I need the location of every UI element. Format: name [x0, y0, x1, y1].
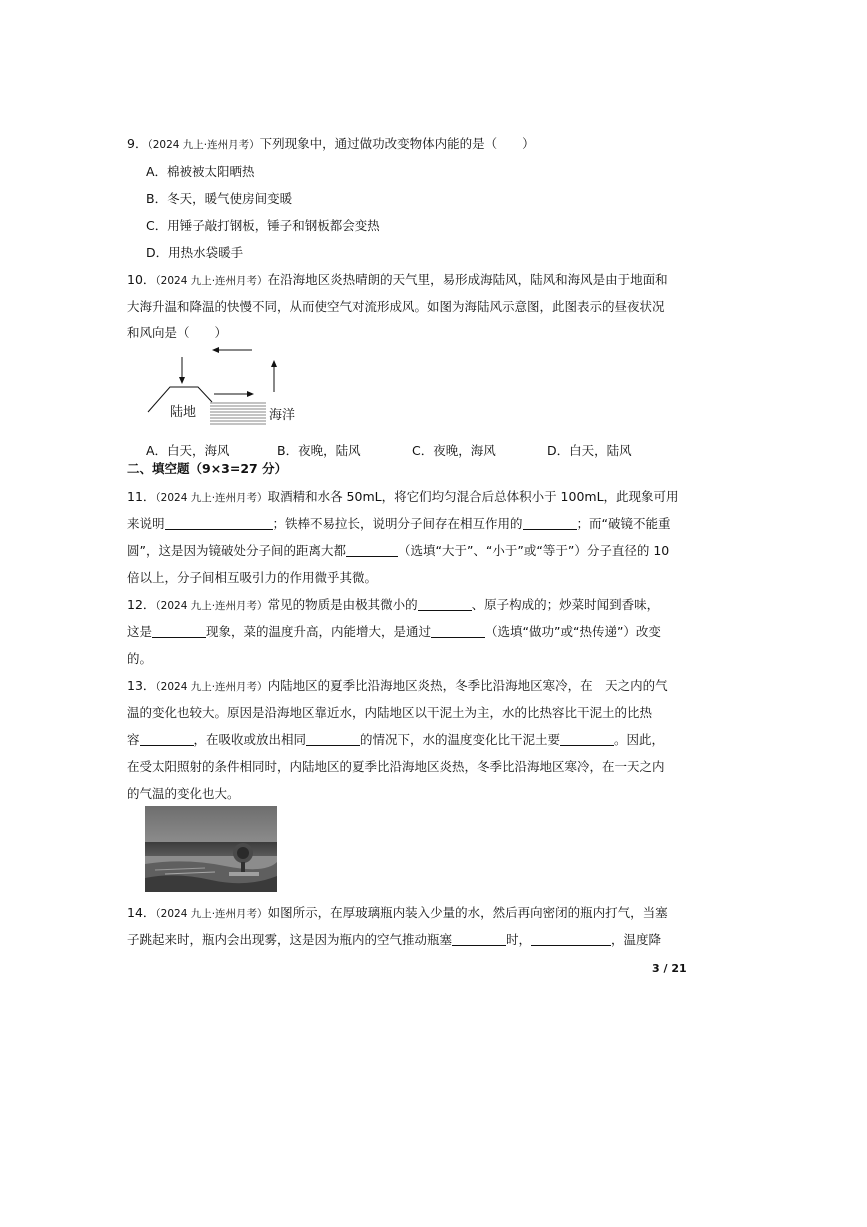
q9-option-a: A．棉被被太阳晒热	[146, 164, 255, 179]
sea-label: 海洋	[269, 408, 296, 423]
q11-source: （2024 九上·连州月考）	[155, 492, 268, 504]
q9-number: 9．	[127, 136, 148, 151]
q11-blank-3[interactable]	[346, 544, 398, 557]
q14-text2b: 时，	[506, 932, 532, 947]
q14-line2	[127, 930, 661, 948]
q11-blank-1[interactable]	[165, 517, 273, 530]
q12-text2c: （选填“做功”或“热传递”）改变	[485, 624, 661, 639]
q12-blank-2[interactable]	[152, 625, 206, 638]
q14-source: （2024 九上·连州月考）	[155, 908, 268, 920]
q14-blank-1[interactable]	[452, 933, 506, 946]
seaside-photo	[145, 806, 277, 892]
q11-blank-2[interactable]	[523, 517, 577, 530]
q12-text1b: 、原子构成的；炒菜时闻到香味，	[471, 597, 660, 612]
q13-text3c: 的情况下，水的温度变化比干泥土要	[360, 732, 561, 747]
q13-line1	[127, 676, 668, 694]
q10-line2: 大海升温和降温的快慢不同，从而使空气对流形成风。如图为海陆风示意图，此图表示的昼夜状况	[127, 299, 665, 314]
q14-line1	[127, 903, 668, 921]
q10-text1: 在沿海地区炎热晴朗的天气里，易形成海陆风，陆风和海风是由于地面和	[267, 272, 668, 287]
q11-text2a: 来说明	[127, 516, 165, 531]
q13-line2: 温的变化也较大。原因是沿海地区靠近水，内陆地区以干泥土为主，水的比热容比干泥土的比热	[127, 705, 653, 720]
q12-number: 12．	[127, 597, 156, 612]
q10-source: （2024 九上·连州月考）	[155, 275, 268, 287]
q11-number: 11．	[127, 489, 156, 504]
q13-blank-2[interactable]	[306, 733, 360, 746]
q13-source: （2024 九上·连州月考）	[155, 681, 268, 693]
q11-text3b: （选填“大于”、“小于”或“等于”）分子直径的 10	[397, 543, 670, 558]
q13-text1: 内陆地区的夏季比沿海地区炎热，冬季比沿海地区寒冷，在 天之内的气	[267, 678, 668, 693]
q9-option-b: B．冬天，暖气使房间变暖	[146, 191, 293, 206]
q11-text1: 取酒精和水各 50mL，将它们均匀混合后总体积小于 100mL，此现象可用	[267, 489, 679, 504]
q13-blank-3[interactable]	[560, 733, 614, 746]
q11-line4: 倍以上，分子间相互吸引力的作用微乎其微。	[127, 570, 378, 585]
down-arrow	[179, 357, 185, 384]
q13-text3d: 。因此，	[614, 732, 665, 747]
q9-source: （2024 九上·连州月考）	[147, 139, 260, 151]
lower-right-arrow	[214, 391, 254, 397]
q11-line1	[127, 487, 679, 505]
q12-text2a: 这是	[127, 624, 153, 639]
q11-text2c: ；而“破镜不能重	[576, 516, 671, 531]
upper-left-arrow	[212, 347, 252, 353]
section-fill-in-title: 二、填空题（9×3=27 分）	[127, 461, 288, 476]
q12-blank-1[interactable]	[418, 598, 472, 611]
sea-land-breeze-diagram	[140, 340, 310, 430]
q9-stem	[127, 134, 535, 152]
q11-line3	[127, 541, 669, 559]
q11-text3a: 圆”，这是因为镜破处分子间的距离大都	[127, 543, 346, 558]
q12-source: （2024 九上·连州月考）	[155, 600, 268, 612]
q13-blank-1[interactable]	[140, 733, 194, 746]
q13-line3	[127, 730, 664, 748]
page-number: 3 / 21	[652, 962, 687, 975]
q12-text1a: 常见的物质是由极其微小的	[267, 597, 418, 612]
q14-blank-2[interactable]	[531, 933, 611, 946]
q10-option-c: C．夜晚，海风	[412, 443, 496, 458]
q11-line2	[127, 514, 671, 532]
land-label: 陆地	[170, 405, 197, 420]
sea-hatching	[210, 403, 266, 424]
q10-option-a: A．白天，海风	[146, 443, 230, 458]
up-arrow	[271, 360, 277, 392]
q14-text2c: ，温度降	[611, 932, 662, 947]
q9-option-d: D．用热水袋暖手	[146, 245, 244, 260]
q13-number: 13．	[127, 678, 156, 693]
q11-text2b: ；铁棒不易拉长，说明分子间存在相互作用的	[272, 516, 523, 531]
q14-text2a: 子跳起来时，瓶内会出现雾，这是因为瓶内的空气推动瓶塞	[127, 932, 453, 947]
q12-blank-3[interactable]	[431, 625, 485, 638]
q12-text2b: 现象，菜的温度升高，内能增大，是通过	[206, 624, 432, 639]
q12-line2	[127, 622, 661, 640]
q14-number: 14．	[127, 905, 156, 920]
q9-option-c: C．用锤子敲打钢板，锤子和钢板都会变热	[146, 218, 380, 233]
q14-text1: 如图所示，在厚玻璃瓶内装入少量的水，然后再向密闭的瓶内打气，当塞	[267, 905, 668, 920]
q13-text3b: ，在吸收或放出相同	[193, 732, 307, 747]
q12-line1	[127, 595, 659, 613]
q13-line4: 在受太阳照射的条件相同时，内陆地区的夏季比沿海地区炎热，冬季比沿海地区寒冷，在一天之内	[127, 759, 665, 774]
q12-line3: 的。	[127, 651, 153, 666]
q10-option-b: B．夜晚，陆风	[277, 443, 361, 458]
q13-text3a: 容	[127, 732, 140, 747]
q10-line3: 和风向是（ ）	[127, 325, 228, 340]
q10-number: 10．	[127, 272, 156, 287]
q10-line1	[127, 270, 668, 288]
q9-text: 下列现象中，通过做功改变物体内能的是（ ）	[259, 136, 535, 151]
q13-line5: 的气温的变化也大。	[127, 786, 240, 801]
q10-option-d: D．白天，陆风	[547, 443, 632, 458]
